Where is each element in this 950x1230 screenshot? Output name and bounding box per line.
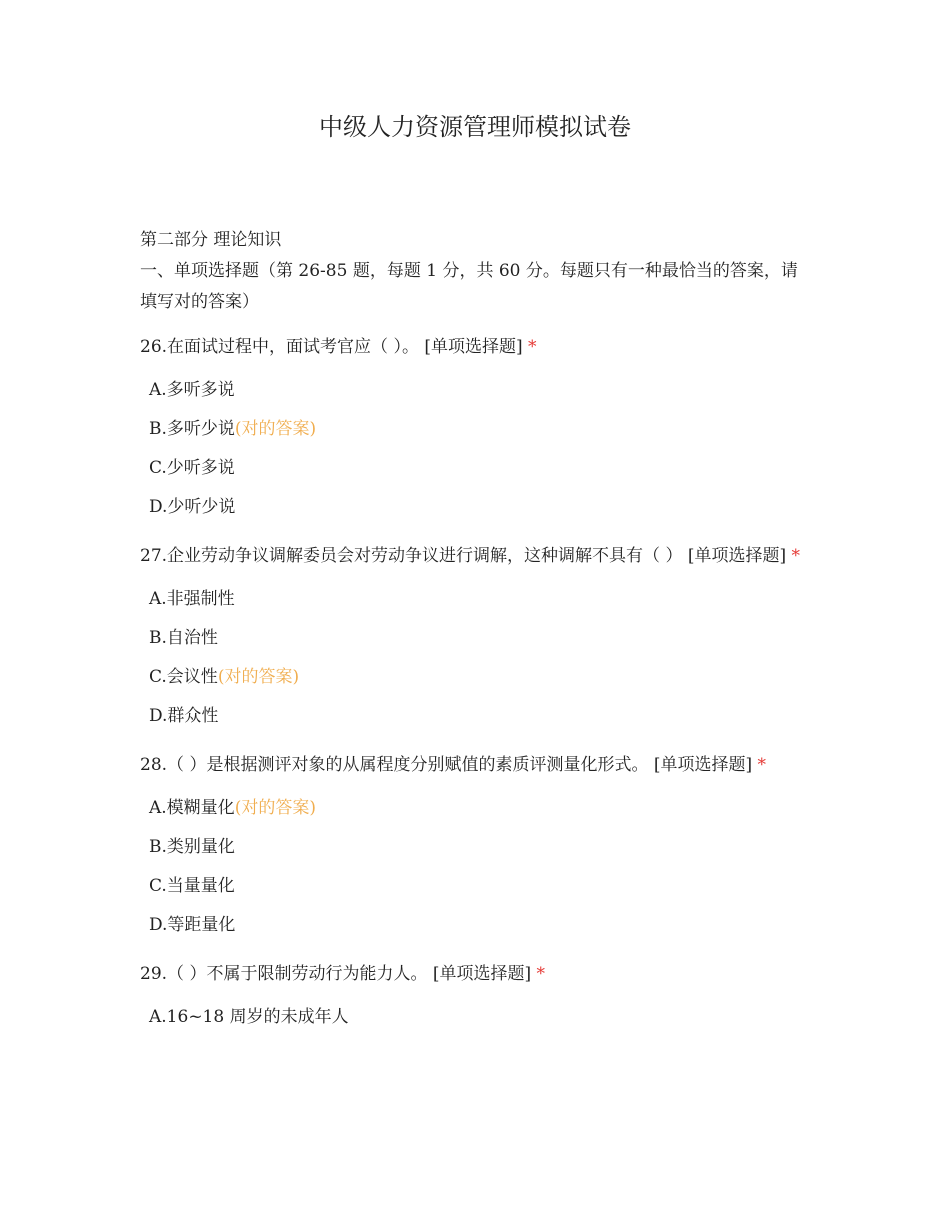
- option-b: [140, 828, 810, 867]
- option-text: A.多听多说: [149, 380, 235, 400]
- option-text: A.模糊量化: [149, 798, 235, 818]
- option-c: [140, 658, 810, 697]
- document-content: [140, 225, 810, 1037]
- question-type-label: [单项选择题]: [653, 755, 753, 775]
- page-title: 中级人力资源管理师模拟试卷: [319, 113, 631, 141]
- option-a: [140, 789, 810, 828]
- option-b: [140, 619, 810, 658]
- question-text: [140, 541, 810, 572]
- required-mark: *: [528, 337, 537, 357]
- option-text: B.类别量化: [149, 837, 235, 857]
- option-a: [140, 371, 810, 410]
- question-27: [140, 541, 810, 736]
- question-29: [140, 959, 810, 1037]
- option-c: [140, 867, 810, 906]
- question-type-label: [单项选择题]: [424, 337, 523, 357]
- option-text: D.少听少说: [149, 497, 236, 517]
- option-text: B.自治性: [149, 628, 218, 648]
- section-description: 一、单项选择题（第 26-85 题，每题 1 分，共 60 分。每题只有一种最恰当的答案，请填写对的答案）: [140, 261, 798, 312]
- question-type-label: [单项选择题]: [432, 964, 532, 984]
- question-stem: 28.（ ）是根据测评对象的从属程度分别赋值的素质评测量化形式。: [140, 755, 649, 775]
- question-list: [140, 332, 810, 1037]
- option-d: [140, 697, 810, 736]
- question-28: [140, 750, 810, 945]
- option-d: [140, 906, 810, 945]
- option-text: B.多听少说: [149, 419, 235, 439]
- question-text: [140, 959, 810, 990]
- question-type-label: [单项选择题]: [687, 546, 787, 566]
- required-mark: *: [536, 964, 546, 984]
- question-stem: 26.在面试过程中，面试考官应（ ）。: [140, 337, 419, 357]
- section-title: 第二部分 理论知识: [140, 230, 282, 250]
- option-a: [140, 580, 810, 619]
- question-26: [140, 332, 810, 527]
- question-text: [140, 750, 810, 781]
- option-c: [140, 449, 810, 488]
- option-a: [140, 998, 810, 1037]
- option-text: D.群众性: [149, 706, 219, 726]
- question-text: [140, 332, 810, 363]
- option-d: [140, 488, 810, 527]
- correct-answer-mark: (对的答案): [234, 419, 317, 439]
- option-text: C.少听多说: [149, 458, 235, 478]
- question-stem: 29.（ ）不属于限制劳动行为能力人。: [140, 964, 428, 984]
- correct-answer-mark: (对的答案): [234, 798, 316, 818]
- option-text: C.会议性: [149, 667, 218, 687]
- option-text: A.16~18 周岁的未成年人: [149, 1007, 349, 1027]
- option-text: C.当量量化: [149, 876, 235, 896]
- question-stem: 27.企业劳动争议调解委员会对劳动争议进行调解，这种调解不具有（ ）: [140, 546, 683, 566]
- option-text: A.非强制性: [149, 589, 235, 609]
- required-mark: *: [791, 546, 801, 566]
- option-b: [140, 410, 810, 449]
- required-mark: *: [757, 755, 767, 775]
- correct-answer-mark: (对的答案): [217, 667, 300, 687]
- option-text: D.等距量化: [149, 915, 236, 935]
